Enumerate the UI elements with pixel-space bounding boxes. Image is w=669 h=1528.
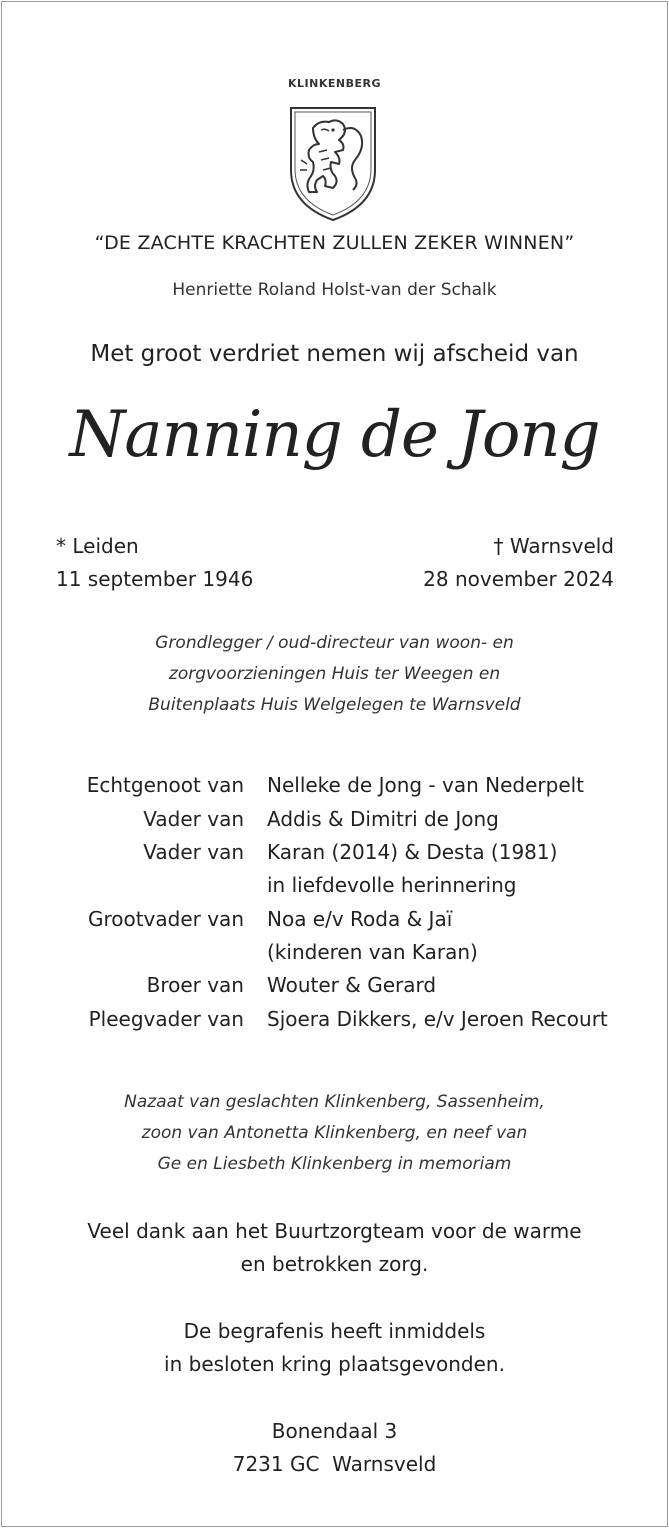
quote-author: Henriette Roland Holst-van der Schalk	[172, 280, 497, 300]
relation-value: (kinderen van Karan)	[267, 940, 478, 964]
relation-label: Broer van	[146, 973, 244, 997]
relation-label: Pleegvader van	[88, 1007, 244, 1031]
lineage-note	[0, 1087, 669, 1180]
relation-value: Noa e/v Roda & Jaï	[267, 907, 453, 931]
address-line: 7231 GC Warnsveld	[232, 1452, 437, 1476]
logo-wordmark: KLINKENBERG	[288, 77, 381, 90]
deceased-name: Nanning de Jong	[69, 398, 600, 472]
lineage-line: Ge en Liesbeth Klinkenberg in memoriam	[157, 1154, 512, 1174]
relation-label: Vader van	[143, 807, 244, 831]
address-line: Bonendaal 3	[271, 1419, 398, 1443]
role-line: Buitenplaats Huis Welgelegen te Warnsveld	[148, 695, 521, 715]
relation-value: Karan (2014) & Desta (1981)	[267, 840, 558, 864]
thanks-line: en betrokken zorg.	[240, 1252, 429, 1276]
quote-text: “DE ZACHTE KRACHTEN ZULLEN ZEKER WINNEN”	[94, 232, 575, 254]
role-description	[0, 628, 669, 721]
relation-value: in liefdevolle herinnering	[267, 873, 517, 897]
relation-value: Nelleke de Jong - van Nederpelt	[267, 773, 585, 797]
funeral-note	[0, 1315, 669, 1381]
relation-value: Sjoera Dikkers, e/v Jeroen Recourt	[267, 1007, 608, 1031]
intro-text: Met groot verdriet nemen wij afscheid van	[90, 341, 579, 367]
death-date: 28 november 2024	[423, 567, 614, 591]
death-place: † Warnsveld	[493, 534, 614, 558]
address-block	[0, 1415, 669, 1481]
role-line: zorgvoorzieningen Huis ter Weegen en	[168, 664, 501, 684]
birth-date: 11 september 1946	[56, 567, 254, 591]
card-border	[1, 1, 668, 1527]
lion-shield-icon	[283, 100, 383, 225]
thanks-line: Veel dank aan het Buurtzorgteam voor de warme	[87, 1219, 582, 1243]
funeral-line: in besloten kring plaatsgevonden.	[164, 1352, 505, 1376]
birth-place: * Leiden	[56, 534, 139, 558]
relation-value: Wouter & Gerard	[267, 973, 437, 997]
funeral-line: De begrafenis heeft inmiddels	[183, 1319, 486, 1343]
relation-value: Addis & Dimitri de Jong	[267, 807, 499, 831]
thanks-note	[0, 1215, 669, 1281]
relation-label: Grootvader van	[87, 907, 244, 931]
lineage-line: zoon van Antonetta Klinkenberg, en neef van	[141, 1123, 528, 1143]
relation-label: Echtgenoot van	[86, 773, 244, 797]
role-line: Grondlegger / oud-directeur van woon- en	[155, 633, 514, 653]
lineage-line: Nazaat van geslachten Klinkenberg, Sassenheim,	[124, 1092, 545, 1112]
relation-label: Vader van	[143, 840, 244, 864]
